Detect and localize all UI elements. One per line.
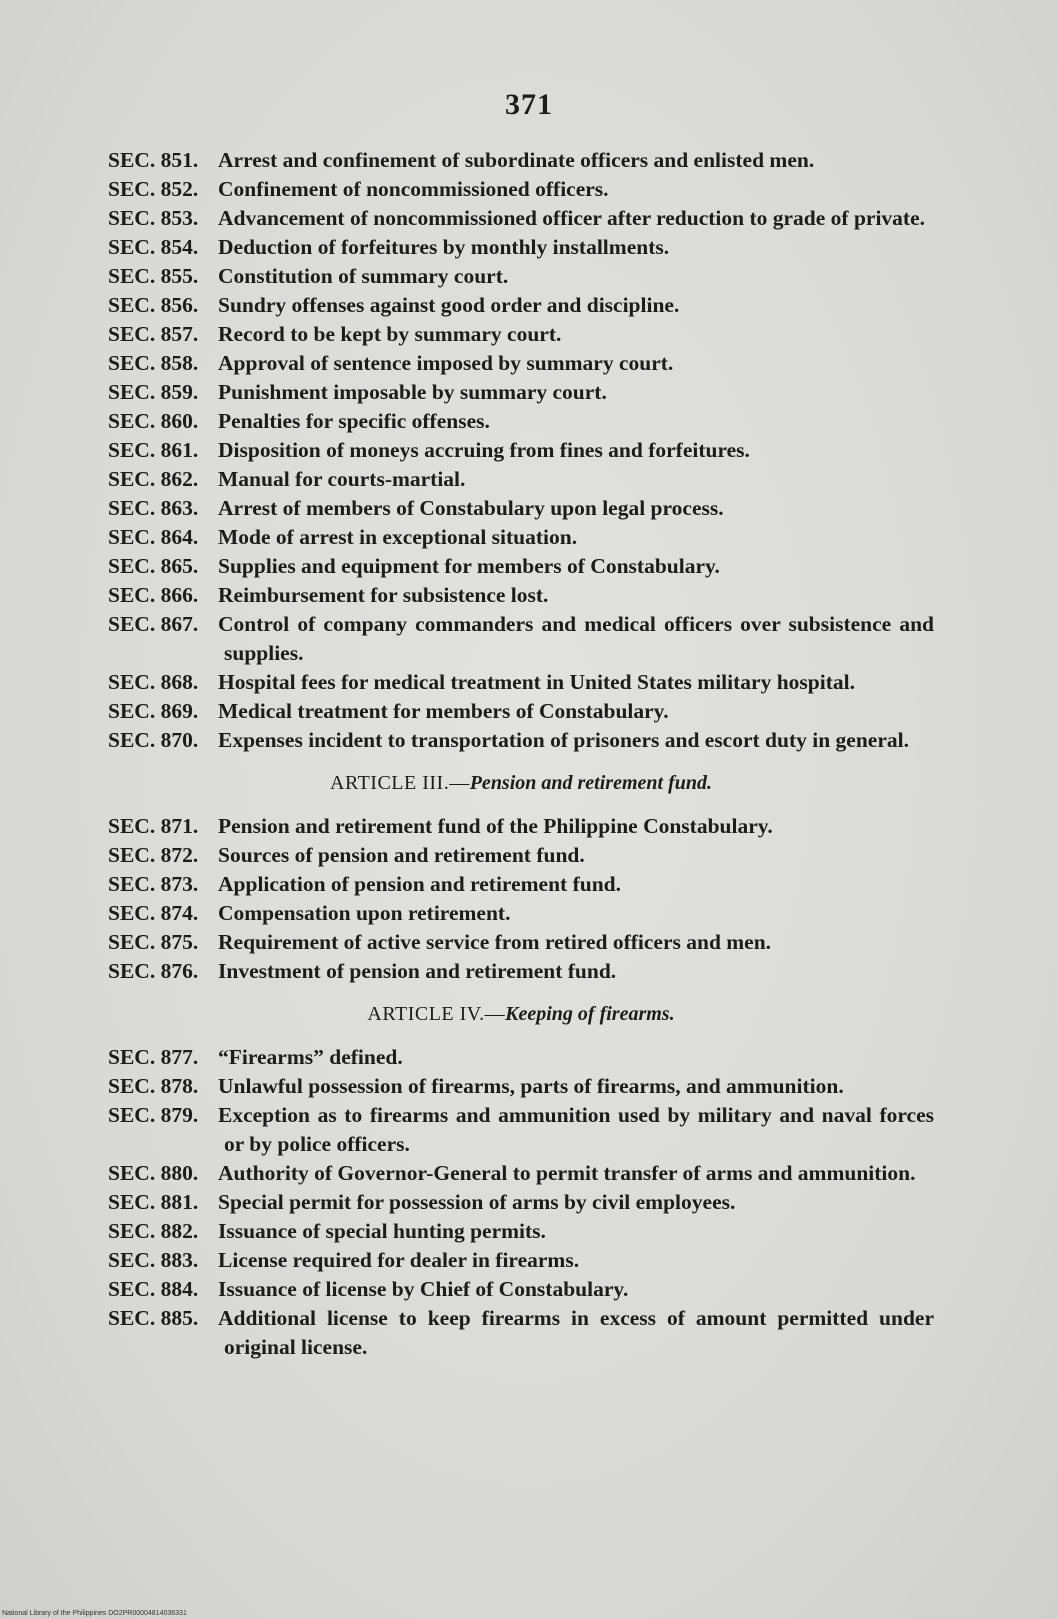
section-label — [108, 1159, 218, 1188]
section-abbrev: SEC. — [108, 1306, 156, 1330]
section-label — [108, 1217, 218, 1246]
section-abbrev: SEC. — [108, 496, 156, 520]
section-entry — [108, 262, 934, 291]
section-number: 884. — [160, 1277, 199, 1301]
section-entry — [108, 233, 934, 262]
section-abbrev: SEC. — [108, 1074, 156, 1098]
section-number: 856. — [160, 293, 199, 317]
section-number: 869. — [160, 699, 199, 723]
section-entry — [108, 668, 934, 697]
section-label — [108, 552, 218, 581]
section-label — [108, 1072, 218, 1101]
section-entry — [108, 204, 934, 233]
section-title: Issuance of license by Chief of Constabulary. — [218, 1277, 629, 1301]
section-entry — [108, 610, 934, 668]
scan-footer-note: National Library of the Philippines DO2PR00004814036331 — [2, 1610, 187, 1617]
section-title: Additional license to keep firearms in excess of amount permitted under original license. — [218, 1306, 934, 1359]
section-number: 860. — [160, 409, 199, 433]
section-abbrev: SEC. — [108, 930, 156, 954]
section-abbrev: SEC. — [108, 554, 156, 578]
section-abbrev: SEC. — [108, 1219, 156, 1243]
section-abbrev: SEC. — [108, 612, 156, 636]
section-label — [108, 697, 218, 726]
section-abbrev: SEC. — [108, 728, 156, 752]
section-label — [108, 1101, 218, 1130]
section-entry — [108, 291, 934, 320]
section-label — [108, 899, 218, 928]
section-title: Approval of sentence imposed by summary court. — [218, 351, 674, 375]
section-title: Penalties for specific offenses. — [218, 409, 490, 433]
section-abbrev: SEC. — [108, 467, 156, 491]
section-title: Sundry offenses against good order and discipline. — [218, 293, 680, 317]
section-title: Issuance of special hunting permits. — [218, 1219, 546, 1243]
section-title: Unlawful possession of firearms, parts of firearms, and ammunition. — [218, 1074, 844, 1098]
section-title: Medical treatment for members of Constabulary. — [218, 699, 669, 723]
section-number: 853. — [160, 206, 199, 230]
section-number: 878. — [160, 1074, 199, 1098]
section-abbrev: SEC. — [108, 583, 156, 607]
section-label — [108, 610, 218, 639]
section-label — [108, 291, 218, 320]
section-label — [108, 523, 218, 552]
article-heading-4 — [108, 1000, 934, 1029]
section-label — [108, 320, 218, 349]
section-entry — [108, 1043, 934, 1072]
section-list-group-3 — [108, 1043, 934, 1362]
section-label — [108, 233, 218, 262]
section-abbrev: SEC. — [108, 1161, 156, 1185]
section-title: License required for dealer in firearms. — [218, 1248, 580, 1272]
section-entry — [108, 841, 934, 870]
section-entry — [108, 523, 934, 552]
section-abbrev: SEC. — [108, 814, 156, 838]
section-abbrev: SEC. — [108, 525, 156, 549]
section-number: 866. — [160, 583, 199, 607]
section-label — [108, 841, 218, 870]
section-label — [108, 870, 218, 899]
section-abbrev: SEC. — [108, 206, 156, 230]
section-title: Pension and retirement fund of the Philippine Constabulary. — [218, 814, 773, 838]
section-label — [108, 378, 218, 407]
section-entry — [108, 349, 934, 378]
section-number: 882. — [160, 1219, 199, 1243]
section-abbrev: SEC. — [108, 670, 156, 694]
section-abbrev: SEC. — [108, 843, 156, 867]
section-abbrev: SEC. — [108, 1103, 156, 1127]
section-label — [108, 581, 218, 610]
section-number: 855. — [160, 264, 199, 288]
section-abbrev: SEC. — [108, 409, 156, 433]
section-abbrev: SEC. — [108, 901, 156, 925]
section-title: Advancement of noncommissioned officer after reduction to grade of private. — [218, 206, 926, 230]
section-number: 862. — [160, 467, 199, 491]
section-abbrev: SEC. — [108, 322, 156, 346]
section-abbrev: SEC. — [108, 872, 156, 896]
section-title: Expenses incident to transportation of prisoners and escort duty in general. — [218, 728, 909, 752]
section-label — [108, 668, 218, 697]
section-abbrev: SEC. — [108, 148, 156, 172]
section-number: 881. — [160, 1190, 199, 1214]
section-number: 870. — [160, 728, 199, 752]
section-entry — [108, 899, 934, 928]
section-entry — [108, 552, 934, 581]
section-entry — [108, 1304, 934, 1362]
section-label — [108, 1304, 218, 1333]
section-number: 863. — [160, 496, 199, 520]
section-label — [108, 812, 218, 841]
section-label — [108, 928, 218, 957]
section-entry — [108, 957, 934, 986]
section-label — [108, 1188, 218, 1217]
section-number: 875. — [160, 930, 199, 954]
section-title: Special permit for possession of arms by civil employees. — [218, 1190, 736, 1214]
section-abbrev: SEC. — [108, 959, 156, 983]
article-label: ARTICLE IV.— — [367, 1003, 506, 1025]
section-title: Disposition of moneys accruing from fines and forfeitures. — [218, 438, 750, 462]
section-title: Sources of pension and retirement fund. — [218, 843, 585, 867]
section-list-group-1 — [108, 146, 934, 755]
section-number: 872. — [160, 843, 199, 867]
section-abbrev: SEC. — [108, 351, 156, 375]
section-number: 879. — [160, 1103, 199, 1127]
section-title: Control of company commanders and medical officers over subsistence and supplies. — [218, 612, 934, 665]
article-label: ARTICLE III.— — [330, 772, 470, 794]
section-abbrev: SEC. — [108, 1045, 156, 1069]
section-abbrev: SEC. — [108, 1248, 156, 1272]
article-title: Keeping of firearms. — [505, 1003, 675, 1025]
section-entry — [108, 378, 934, 407]
section-title: Compensation upon retirement. — [218, 901, 511, 925]
section-number: 859. — [160, 380, 199, 404]
section-entry — [108, 436, 934, 465]
section-title: Arrest and confinement of subordinate officers and enlisted men. — [218, 148, 815, 172]
section-entry — [108, 1217, 934, 1246]
section-label — [108, 175, 218, 204]
section-title: Arrest of members of Constabulary upon legal process. — [218, 496, 724, 520]
section-entry — [108, 320, 934, 349]
section-label — [108, 494, 218, 523]
section-entry — [108, 407, 934, 436]
section-title: Requirement of active service from retired officers and men. — [218, 930, 772, 954]
section-number: 861. — [160, 438, 199, 462]
section-number: 864. — [160, 525, 199, 549]
section-entry — [108, 1246, 934, 1275]
section-title: “Firearms” defined. — [218, 1045, 403, 1069]
section-abbrev: SEC. — [108, 699, 156, 723]
section-title: Hospital fees for medical treatment in United States military hospital. — [218, 670, 855, 694]
section-title: Manual for courts-martial. — [218, 467, 466, 491]
section-title: Exception as to firearms and ammunition used by military and naval forces or by police officers. — [218, 1103, 934, 1156]
section-number: 858. — [160, 351, 199, 375]
section-abbrev: SEC. — [108, 177, 156, 201]
section-label — [108, 1246, 218, 1275]
section-abbrev: SEC. — [108, 380, 156, 404]
section-label — [108, 436, 218, 465]
article-heading-3 — [108, 769, 934, 798]
section-entry — [108, 465, 934, 494]
section-number: 865. — [160, 554, 199, 578]
section-label — [108, 349, 218, 378]
section-number: 852. — [160, 177, 199, 201]
section-label — [108, 204, 218, 233]
section-label — [108, 146, 218, 175]
section-entry — [108, 812, 934, 841]
section-number: 867. — [160, 612, 199, 636]
section-title: Confinement of noncommissioned officers. — [218, 177, 609, 201]
section-entry — [108, 175, 934, 204]
section-number: 880. — [160, 1161, 199, 1185]
section-entry — [108, 1101, 934, 1159]
section-label — [108, 465, 218, 494]
section-title: Record to be kept by summary court. — [218, 322, 562, 346]
section-entry — [108, 1072, 934, 1101]
section-label — [108, 407, 218, 436]
section-number: 857. — [160, 322, 199, 346]
section-abbrev: SEC. — [108, 264, 156, 288]
section-number: 885. — [160, 1306, 199, 1330]
section-title: Deduction of forfeitures by monthly installments. — [218, 235, 670, 259]
section-entry — [108, 928, 934, 957]
section-title: Mode of arrest in exceptional situation. — [218, 525, 578, 549]
section-entry — [108, 494, 934, 523]
section-number: 873. — [160, 872, 199, 896]
section-number: 851. — [160, 148, 199, 172]
section-entry — [108, 1275, 934, 1304]
section-abbrev: SEC. — [108, 1190, 156, 1214]
section-entry — [108, 1159, 934, 1188]
section-entry — [108, 697, 934, 726]
table-of-contents — [108, 146, 934, 1362]
section-number: 868. — [160, 670, 199, 694]
section-title: Constitution of summary court. — [218, 264, 509, 288]
section-abbrev: SEC. — [108, 293, 156, 317]
section-label — [108, 726, 218, 755]
section-number: 874. — [160, 901, 199, 925]
section-label — [108, 1275, 218, 1304]
section-title: Authority of Governor-General to permit transfer of arms and ammunition. — [218, 1161, 916, 1185]
section-abbrev: SEC. — [108, 1277, 156, 1301]
section-label — [108, 262, 218, 291]
section-entry — [108, 1188, 934, 1217]
section-title: Punishment imposable by summary court. — [218, 380, 607, 404]
section-title: Application of pension and retirement fund. — [218, 872, 621, 896]
section-list-group-2 — [108, 812, 934, 986]
section-entry — [108, 581, 934, 610]
section-abbrev: SEC. — [108, 235, 156, 259]
page-number: 371 — [505, 88, 553, 121]
article-title: Pension and retirement fund. — [469, 772, 712, 794]
section-title: Supplies and equipment for members of Constabulary. — [218, 554, 720, 578]
section-entry — [108, 870, 934, 899]
section-number: 871. — [160, 814, 199, 838]
section-abbrev: SEC. — [108, 438, 156, 462]
section-title: Investment of pension and retirement fund. — [218, 959, 617, 983]
section-label — [108, 957, 218, 986]
section-number: 877. — [160, 1045, 199, 1069]
section-entry — [108, 726, 934, 755]
section-entry — [108, 146, 934, 175]
section-number: 876. — [160, 959, 199, 983]
section-number: 854. — [160, 235, 199, 259]
section-title: Reimbursement for subsistence lost. — [218, 583, 549, 607]
section-label — [108, 1043, 218, 1072]
section-number: 883. — [160, 1248, 199, 1272]
